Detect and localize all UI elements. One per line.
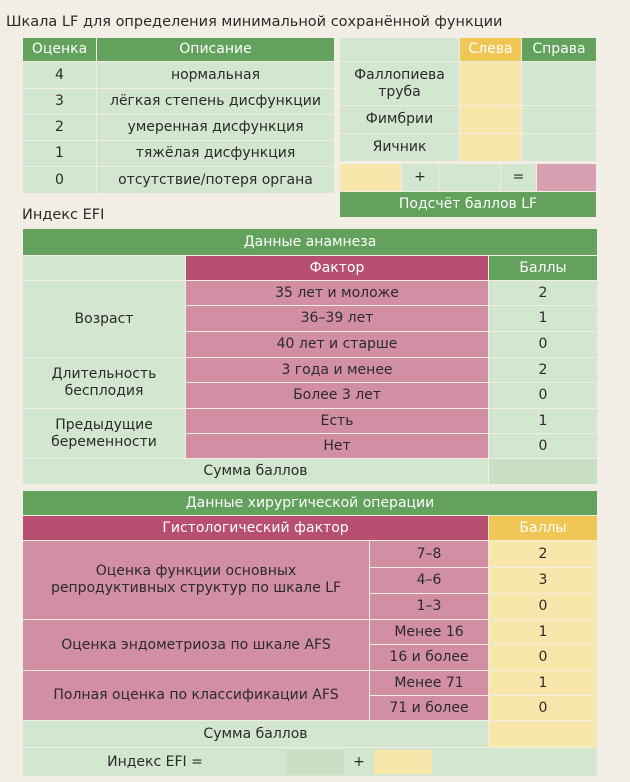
lf-title: Шкала LF для определения минимальной сохранённой функции	[6, 13, 503, 30]
anamnesis-factor-header: Фактор	[186, 256, 488, 280]
anamnesis-sum-input[interactable]	[489, 459, 597, 484]
points-cell: 0	[489, 645, 597, 670]
anamnesis-points-header: Баллы	[489, 256, 597, 280]
group-label-lf: Оценка функции основных репродуктивных структур по шкале LF	[23, 541, 369, 619]
lf-tube-left-input[interactable]	[460, 62, 521, 105]
lf-col-description: Описание	[97, 38, 334, 61]
lf-col-right: Справа	[522, 38, 596, 61]
lf-desc-cell: лёгкая степень дисфункции	[97, 89, 334, 114]
range-cell: Менее 16	[370, 620, 488, 644]
lf-tube-right-input[interactable]	[522, 62, 596, 105]
points-cell: 0	[489, 434, 597, 458]
surgery-points-header: Баллы	[489, 516, 597, 540]
points-cell: 1	[489, 409, 597, 433]
range-cell: 1–3	[370, 594, 488, 619]
points-cell: 0	[489, 332, 597, 357]
lf-col-left: Слева	[460, 38, 521, 61]
efi-index-label: Индекс EFI =	[107, 753, 203, 770]
group-label-duration: Длительность бесплодия	[23, 358, 185, 408]
surgery-factor-header: Гистологический фактор	[23, 516, 488, 540]
factor-cell: 40 лет и старше	[186, 332, 488, 357]
group-label-afs-endometriosis: Оценка эндометриоза по шкале AFS	[23, 620, 369, 670]
points-cell: 1	[489, 671, 597, 695]
anamnesis-corner-cell	[23, 256, 185, 280]
range-cell: 71 и более	[370, 696, 488, 720]
lf-score-cell: 2	[23, 115, 96, 140]
lf-desc-cell: тяжёлая дисфункция	[97, 141, 334, 166]
lf-plus-sign: +	[402, 164, 438, 191]
factor-cell: Нет	[186, 434, 488, 458]
points-cell: 0	[489, 696, 597, 720]
surgery-sum-label: Сумма баллов	[23, 721, 488, 747]
efi-surgery-input[interactable]	[374, 750, 432, 774]
factor-cell: 35 лет и моложе	[186, 281, 488, 305]
factor-cell: 3 года и менее	[186, 358, 488, 382]
lf-sum-right-input[interactable]	[439, 164, 500, 191]
lf-count-label: Подсчёт баллов LF	[340, 192, 596, 217]
efi-anamnesis-input[interactable]	[286, 750, 344, 774]
points-cell: 1	[489, 306, 597, 331]
points-cell: 0	[489, 594, 597, 619]
factor-cell: 36–39 лет	[186, 306, 488, 331]
group-label-afs-full: Полная оценка по классификации AFS	[23, 671, 369, 720]
factor-cell: Более 3 лет	[186, 383, 488, 408]
lf-score-cell: 3	[23, 89, 96, 114]
anamnesis-header: Данные анамнеза	[23, 229, 597, 255]
lf-fimbriae-right-input[interactable]	[522, 106, 596, 133]
lf-organ-ovary: Яичник	[340, 134, 459, 161]
lf-organ-tube: Фаллопиева труба	[340, 62, 459, 105]
lf-score-cell: 4	[23, 62, 96, 88]
lf-score-cell: 1	[23, 141, 96, 166]
lf-equals-sign: =	[501, 164, 536, 191]
points-cell: 2	[489, 358, 597, 382]
surgery-sum-input[interactable]	[489, 721, 597, 747]
lf-ovary-right-input[interactable]	[522, 134, 596, 161]
group-label-pregnancies: Предыдущие беременности	[23, 409, 185, 458]
lf-organ-fimbriae: Фимбрии	[340, 106, 459, 133]
range-cell: 7–8	[370, 541, 488, 567]
lf-col-score: Оценка	[23, 38, 96, 61]
lf-score-cell: 0	[23, 167, 96, 193]
surgery-header: Данные хирургической операции	[23, 491, 597, 515]
lf-desc-cell: отсутствие/потеря органа	[97, 167, 334, 193]
lf-ovary-left-input[interactable]	[460, 134, 521, 161]
points-cell: 1	[489, 620, 597, 644]
range-cell: 16 и более	[370, 645, 488, 670]
efi-plus-sign: +	[353, 753, 365, 770]
group-label-age: Возраст	[23, 281, 185, 357]
lf-fimbriae-left-input[interactable]	[460, 106, 521, 133]
lf-sum-left-input[interactable]	[340, 164, 401, 191]
points-cell: 2	[489, 281, 597, 305]
lf-corner-cell	[340, 38, 459, 61]
points-cell: 2	[489, 541, 597, 567]
range-cell: Менее 71	[370, 671, 488, 695]
points-cell: 3	[489, 568, 597, 593]
points-cell: 0	[489, 383, 597, 408]
anamnesis-sum-label: Сумма баллов	[23, 459, 488, 484]
factor-cell: Есть	[186, 409, 488, 433]
lf-total-input[interactable]	[537, 164, 596, 191]
lf-desc-cell: нормальная	[97, 62, 334, 88]
lf-desc-cell: умеренная дисфункция	[97, 115, 334, 140]
range-cell: 4–6	[370, 568, 488, 593]
efi-title: Индекс EFI	[22, 206, 105, 223]
